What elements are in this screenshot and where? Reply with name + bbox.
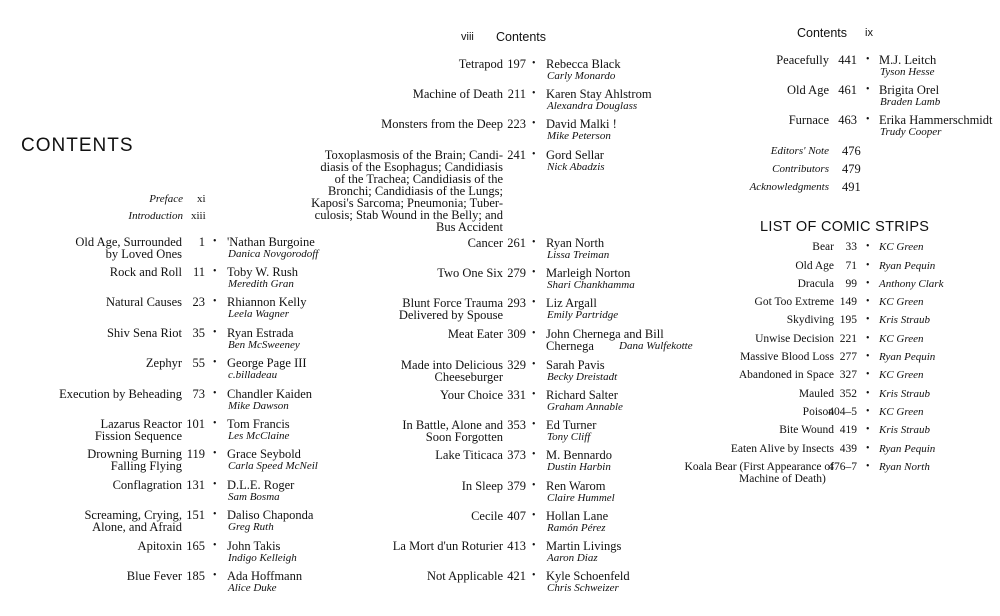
entry-author: George Page III: [227, 356, 307, 370]
back-matter-title: Contributors: [772, 163, 829, 175]
bullet: •: [866, 424, 870, 435]
entry-author: Hollan Lane: [546, 509, 609, 523]
comic-strip-title: Koala Bear (First Appearance of: [684, 461, 834, 473]
entry-page-number: 223: [507, 117, 526, 131]
entry-title: Cheeseburger: [434, 370, 503, 384]
entry-title: Toxoplasmosis of the Brain; Candi-: [324, 148, 503, 162]
entry-title: Meat Eater: [447, 327, 503, 341]
bullet: •: [213, 266, 217, 277]
comic-strip-author: Kris Straub: [879, 424, 931, 436]
entry-author: Rebecca Black: [546, 57, 621, 71]
entry-title: Made into Delicious: [400, 358, 503, 372]
comic-strip-author: KC Green: [879, 241, 924, 253]
bullet: •: [532, 510, 536, 521]
entry-author: David Malki !: [546, 117, 617, 131]
entry-illustrator: Dustin Harbin: [547, 461, 611, 473]
comic-strip-title: Got Too Extreme: [754, 296, 834, 308]
entry-author: Grace Seybold: [227, 447, 301, 461]
comic-strip-title: Poison: [802, 406, 834, 418]
comic-strip-page: 195: [839, 314, 857, 326]
entry-illustrator: Ramón Pérez: [547, 522, 606, 534]
bullet: •: [866, 351, 870, 362]
entry-title: Kaposi's Sarcoma; Pneumonia; Tuber-: [311, 196, 503, 210]
bullet: •: [866, 406, 870, 417]
bullet: •: [866, 443, 870, 454]
entry-author: Ryan North: [546, 236, 605, 250]
bullet: •: [866, 369, 870, 380]
entry-illustrator: Graham Annable: [547, 401, 623, 413]
comic-strip-author: Ryan Pequin: [879, 351, 936, 363]
entry-title: Cancer: [467, 236, 503, 250]
entry-page-number: 73: [192, 387, 205, 401]
entry-title: Tetrapod: [458, 57, 503, 71]
entry-illustrator: Alexandra Douglass: [547, 100, 638, 112]
entry-page-number: 119: [186, 447, 205, 461]
entry-author: 'Nathan Burgoine: [227, 235, 315, 249]
entry-title: Zephyr: [145, 356, 182, 370]
entry-title: of the Trachea; Candidiasis of the: [334, 172, 503, 186]
front-matter-page: xiii: [191, 210, 206, 222]
entry-title: Blue Fever: [126, 569, 182, 583]
entry-page-number: 35: [192, 326, 205, 340]
entry-illustrator: Les McClaine: [228, 430, 290, 442]
right-running-title: Contents: [797, 26, 848, 40]
comic-strip-page: 33: [845, 241, 857, 253]
entry-title: Not Applicable: [426, 569, 503, 583]
entry-page-number: 1: [198, 235, 205, 249]
entry-title: Old Age: [786, 83, 829, 97]
entry-title: Bronchi; Candidiasis of the Lungs;: [328, 184, 503, 198]
bullet: •: [532, 297, 536, 308]
entry-illustrator: Lissa Treiman: [547, 249, 610, 261]
comic-strip-title: Machine of Death): [739, 473, 826, 485]
entry-page-number: 407: [507, 509, 526, 523]
entry-illustrator: Emily Partridge: [547, 309, 619, 321]
entry-illustrator: Nick Abadzis: [547, 161, 605, 173]
entry-author: Marleigh Norton: [546, 266, 631, 280]
entry-title: Monsters from the Deep: [381, 117, 503, 131]
back-matter-page: 476: [842, 144, 861, 158]
entry-title: Your Choice: [440, 388, 503, 402]
comic-strip-title: Eaten Alive by Insects: [730, 443, 834, 455]
comic-strip-title: Mauled: [798, 388, 834, 400]
comic-strip-page: 439: [839, 443, 857, 455]
entry-illustrator: Indigo Kelleigh: [228, 552, 297, 564]
comic-strip-page: 419: [839, 424, 857, 436]
bullet: •: [866, 260, 870, 271]
entry-title: Shiv Sena Riot: [106, 326, 182, 340]
back-matter-page: 491: [842, 180, 861, 194]
bullet: •: [866, 54, 870, 65]
bullet: •: [213, 540, 217, 551]
entry-page-number: 463: [838, 113, 857, 127]
bullet: •: [866, 114, 870, 125]
entry-illustrator: Leela Wagner: [228, 308, 290, 320]
entry-page-number: 353: [507, 418, 526, 432]
entry-page-number: 101: [186, 417, 205, 431]
bullet: •: [532, 328, 536, 339]
entry-title: Soon Forgotten: [425, 430, 503, 444]
comic-strip-page: 149: [839, 296, 857, 308]
bullet: •: [866, 296, 870, 307]
entry-author: John Takis: [227, 539, 281, 553]
left-page-heading: CONTENTS: [21, 135, 134, 156]
entry-illustrator: Mike Peterson: [547, 130, 611, 142]
entry-page-number: 241: [507, 148, 526, 162]
entry-illustrator: Meredith Gran: [228, 278, 294, 290]
entry-author: M. Bennardo: [546, 448, 612, 462]
entry-illustrator: Claire Hummel: [547, 492, 615, 504]
entry-title: by Loved Ones: [105, 247, 182, 261]
comic-strip-author: KC Green: [879, 406, 924, 418]
entry-illustrator: Shari Chankhamma: [547, 279, 635, 291]
comic-strips-heading: LIST OF COMIC STRIPS: [760, 219, 930, 235]
comic-strip-page: 99: [845, 278, 857, 290]
back-matter-title: Acknowledgments: [749, 181, 829, 193]
entry-author: John Chernega and Bill: [546, 327, 664, 341]
comic-strip-title: Skydiving: [786, 314, 834, 326]
bullet: •: [213, 570, 217, 581]
entry-page-number: 373: [507, 448, 526, 462]
comic-strip-author: KC Green: [879, 333, 924, 345]
entry-page-number: 421: [507, 569, 526, 583]
comic-strip-page: 221: [839, 333, 857, 345]
entry-page-number: 329: [507, 358, 526, 372]
front-matter-page: xi: [197, 193, 206, 205]
entry-title: La Mort d'un Roturier: [392, 539, 503, 553]
bullet: •: [532, 267, 536, 278]
entry-page-number: 11: [192, 265, 205, 279]
bullet: •: [866, 241, 870, 252]
bullet: •: [532, 118, 536, 129]
entry-page-number: 441: [838, 53, 857, 67]
entry-author: Kyle Schoenfeld: [546, 569, 630, 583]
entry-title: Cecile: [471, 509, 503, 523]
entry-author: Gord Sellar: [546, 148, 604, 162]
entry-illustrator: Danica Novgorodoff: [228, 248, 319, 260]
entry-author: Sarah Pavis: [546, 358, 605, 372]
entry-page-number: 211: [507, 87, 526, 101]
entry-author: Ed Turner: [546, 418, 597, 432]
front-matter-title: Introduction: [128, 210, 183, 222]
entry-author: Karen Stay Ahlstrom: [546, 87, 652, 101]
comic-strip-author: Anthony Clark: [879, 278, 944, 290]
entry-title: diasis of the Esophagus; Candidiasis: [320, 160, 503, 174]
bullet: •: [866, 333, 870, 344]
entry-page-number: 23: [192, 295, 205, 309]
comic-strip-page: 327: [839, 369, 857, 381]
comic-strip-page: 404–5: [828, 406, 857, 418]
entry-author: Chernega: [546, 339, 594, 353]
entry-author: Ada Hoffmann: [227, 569, 303, 583]
entry-title: culosis; Stab Wound in the Belly; and: [314, 208, 503, 222]
entry-illustrator: Chris Schweizer: [547, 582, 619, 594]
comic-strip-page: 476–7: [828, 461, 857, 473]
entry-title: Machine of Death: [412, 87, 503, 101]
comic-strip-author: KC Green: [879, 296, 924, 308]
entry-title: Alone, and Afraid: [92, 520, 182, 534]
entry-page-number: 309: [507, 327, 526, 341]
bullet: •: [213, 327, 217, 338]
entry-title: Old Age, Surrounded: [75, 235, 182, 249]
entry-author: Ren Warom: [546, 479, 606, 493]
comic-strip-author: Kris Straub: [879, 388, 931, 400]
entry-title: In Battle, Alone and: [402, 418, 503, 432]
entry-author: Toby W. Rush: [227, 265, 299, 279]
comic-strip-title: Bite Wound: [779, 424, 834, 436]
bullet: •: [532, 237, 536, 248]
entry-page-number: 461: [838, 83, 857, 97]
entry-page-number: 131: [186, 478, 205, 492]
entry-title: Natural Causes: [105, 295, 182, 309]
comic-strip-page: 71: [845, 260, 857, 272]
entry-illustrator: Greg Ruth: [228, 521, 274, 533]
entry-author: Daliso Chaponda: [227, 508, 314, 522]
entry-author: Tom Francis: [227, 417, 290, 431]
entry-illustrator: Ben McSweeney: [228, 339, 300, 351]
bullet: •: [532, 58, 536, 69]
bullet: •: [213, 357, 217, 368]
bullet: •: [213, 509, 217, 520]
comic-strip-title: Old Age: [795, 260, 834, 272]
bullet: •: [866, 461, 870, 472]
entry-illustrator: Braden Lamb: [880, 96, 941, 108]
entry-page-number: 165: [186, 539, 205, 553]
entry-illustrator: Mike Dawson: [228, 400, 289, 412]
comic-strip-title: Bear: [812, 241, 834, 253]
middle-running-title: Contents: [496, 30, 547, 44]
entry-page-number: 185: [186, 569, 205, 583]
entry-illustrator: Carly Monardo: [547, 70, 616, 82]
entry-author: D.L.E. Roger: [227, 478, 295, 492]
comic-strip-author: Kris Straub: [879, 314, 931, 326]
entry-page-number: 413: [507, 539, 526, 553]
entry-author: Martin Livings: [546, 539, 622, 553]
right-page-number: ix: [865, 27, 873, 39]
bullet: •: [532, 419, 536, 430]
comic-strip-title: Massive Blood Loss: [740, 351, 834, 363]
comic-strip-page: 277: [839, 351, 857, 363]
back-matter-title: Editors' Note: [770, 145, 829, 157]
entry-title: Apitoxin: [137, 539, 182, 553]
entry-title: Peacefully: [776, 53, 829, 67]
entry-page-number: 151: [186, 508, 205, 522]
entry-author: M.J. Leitch: [879, 53, 937, 67]
front-matter-title: Preface: [149, 193, 183, 205]
entry-title: Conflagration: [112, 478, 182, 492]
entry-author: Richard Salter: [546, 388, 618, 402]
entry-page-number: 279: [507, 266, 526, 280]
bullet: •: [532, 149, 536, 160]
entry-title: Furnace: [788, 113, 829, 127]
entry-illustrator: Dana Wulfekotte: [619, 340, 693, 352]
entry-title: Lazarus Reactor: [100, 417, 182, 431]
comic-strip-title: Abandoned in Space: [738, 369, 834, 381]
entry-title: Execution by Beheading: [59, 387, 182, 401]
entry-title: Fission Sequence: [94, 429, 182, 443]
comic-strip-author: KC Green: [879, 369, 924, 381]
comic-strip-author: Ryan Pequin: [879, 443, 936, 455]
entry-page-number: 55: [192, 356, 205, 370]
entry-title: In Sleep: [461, 479, 503, 493]
bullet: •: [866, 388, 870, 399]
comic-strip-title: Unwise Decision: [755, 333, 834, 345]
entry-author: Brigita Orel: [879, 83, 940, 97]
entry-illustrator: Tyson Hesse: [880, 66, 935, 78]
bullet: •: [532, 88, 536, 99]
bullet: •: [866, 314, 870, 325]
entry-title: Blunt Force Trauma: [402, 296, 503, 310]
bullet: •: [213, 388, 217, 399]
entry-illustrator: Carla Speed McNeil: [228, 460, 318, 472]
bullet: •: [532, 540, 536, 551]
entry-page-number: 293: [507, 296, 526, 310]
entry-title: Screaming, Crying,: [84, 508, 182, 522]
bullet: •: [213, 236, 217, 247]
bullet: •: [532, 570, 536, 581]
entry-author: Ryan Estrada: [227, 326, 294, 340]
entry-illustrator: Sam Bosma: [228, 491, 280, 503]
bullet: •: [532, 449, 536, 460]
entry-illustrator: Becky Dreistadt: [547, 371, 618, 383]
bullet: •: [866, 84, 870, 95]
entry-page-number: 331: [507, 388, 526, 402]
entry-page-number: 379: [507, 479, 526, 493]
comic-strip-author: Ryan North: [879, 461, 930, 473]
entry-author: Liz Argall: [546, 296, 597, 310]
entry-title: Bus Accident: [435, 220, 503, 234]
entry-illustrator: Alice Duke: [228, 582, 277, 594]
entry-title: Two One Six: [437, 266, 503, 280]
bullet: •: [213, 418, 217, 429]
bullet: •: [213, 296, 217, 307]
entry-title: Drowning Burning: [87, 447, 182, 461]
comic-strip-author: Ryan Pequin: [879, 260, 936, 272]
entry-title: Rock and Roll: [109, 265, 182, 279]
back-matter-page: 479: [842, 162, 861, 176]
bullet: •: [532, 480, 536, 491]
entry-title: Lake Titicaca: [435, 448, 503, 462]
entry-illustrator: c.billadeau: [228, 369, 278, 381]
bullet: •: [866, 278, 870, 289]
entry-illustrator: Aaron Diaz: [547, 552, 598, 564]
entry-author: Rhiannon Kelly: [227, 295, 307, 309]
entry-illustrator: Trudy Cooper: [880, 126, 942, 138]
comic-strip-page: 352: [839, 388, 857, 400]
bullet: •: [532, 359, 536, 370]
bullet: •: [213, 479, 217, 490]
entry-page-number: 261: [507, 236, 526, 250]
entry-page-number: 197: [507, 57, 526, 71]
entry-author: Chandler Kaiden: [227, 387, 313, 401]
middle-page-number: viii: [461, 31, 474, 43]
comic-strip-title: Dracula: [797, 278, 834, 290]
bullet: •: [213, 448, 217, 459]
entry-title: Delivered by Spouse: [398, 308, 503, 322]
entry-title: Falling Flying: [110, 459, 182, 473]
entry-author: Erika Hammerschmidt: [879, 113, 993, 127]
entry-illustrator: Tony Cliff: [547, 431, 591, 443]
bullet: •: [532, 389, 536, 400]
